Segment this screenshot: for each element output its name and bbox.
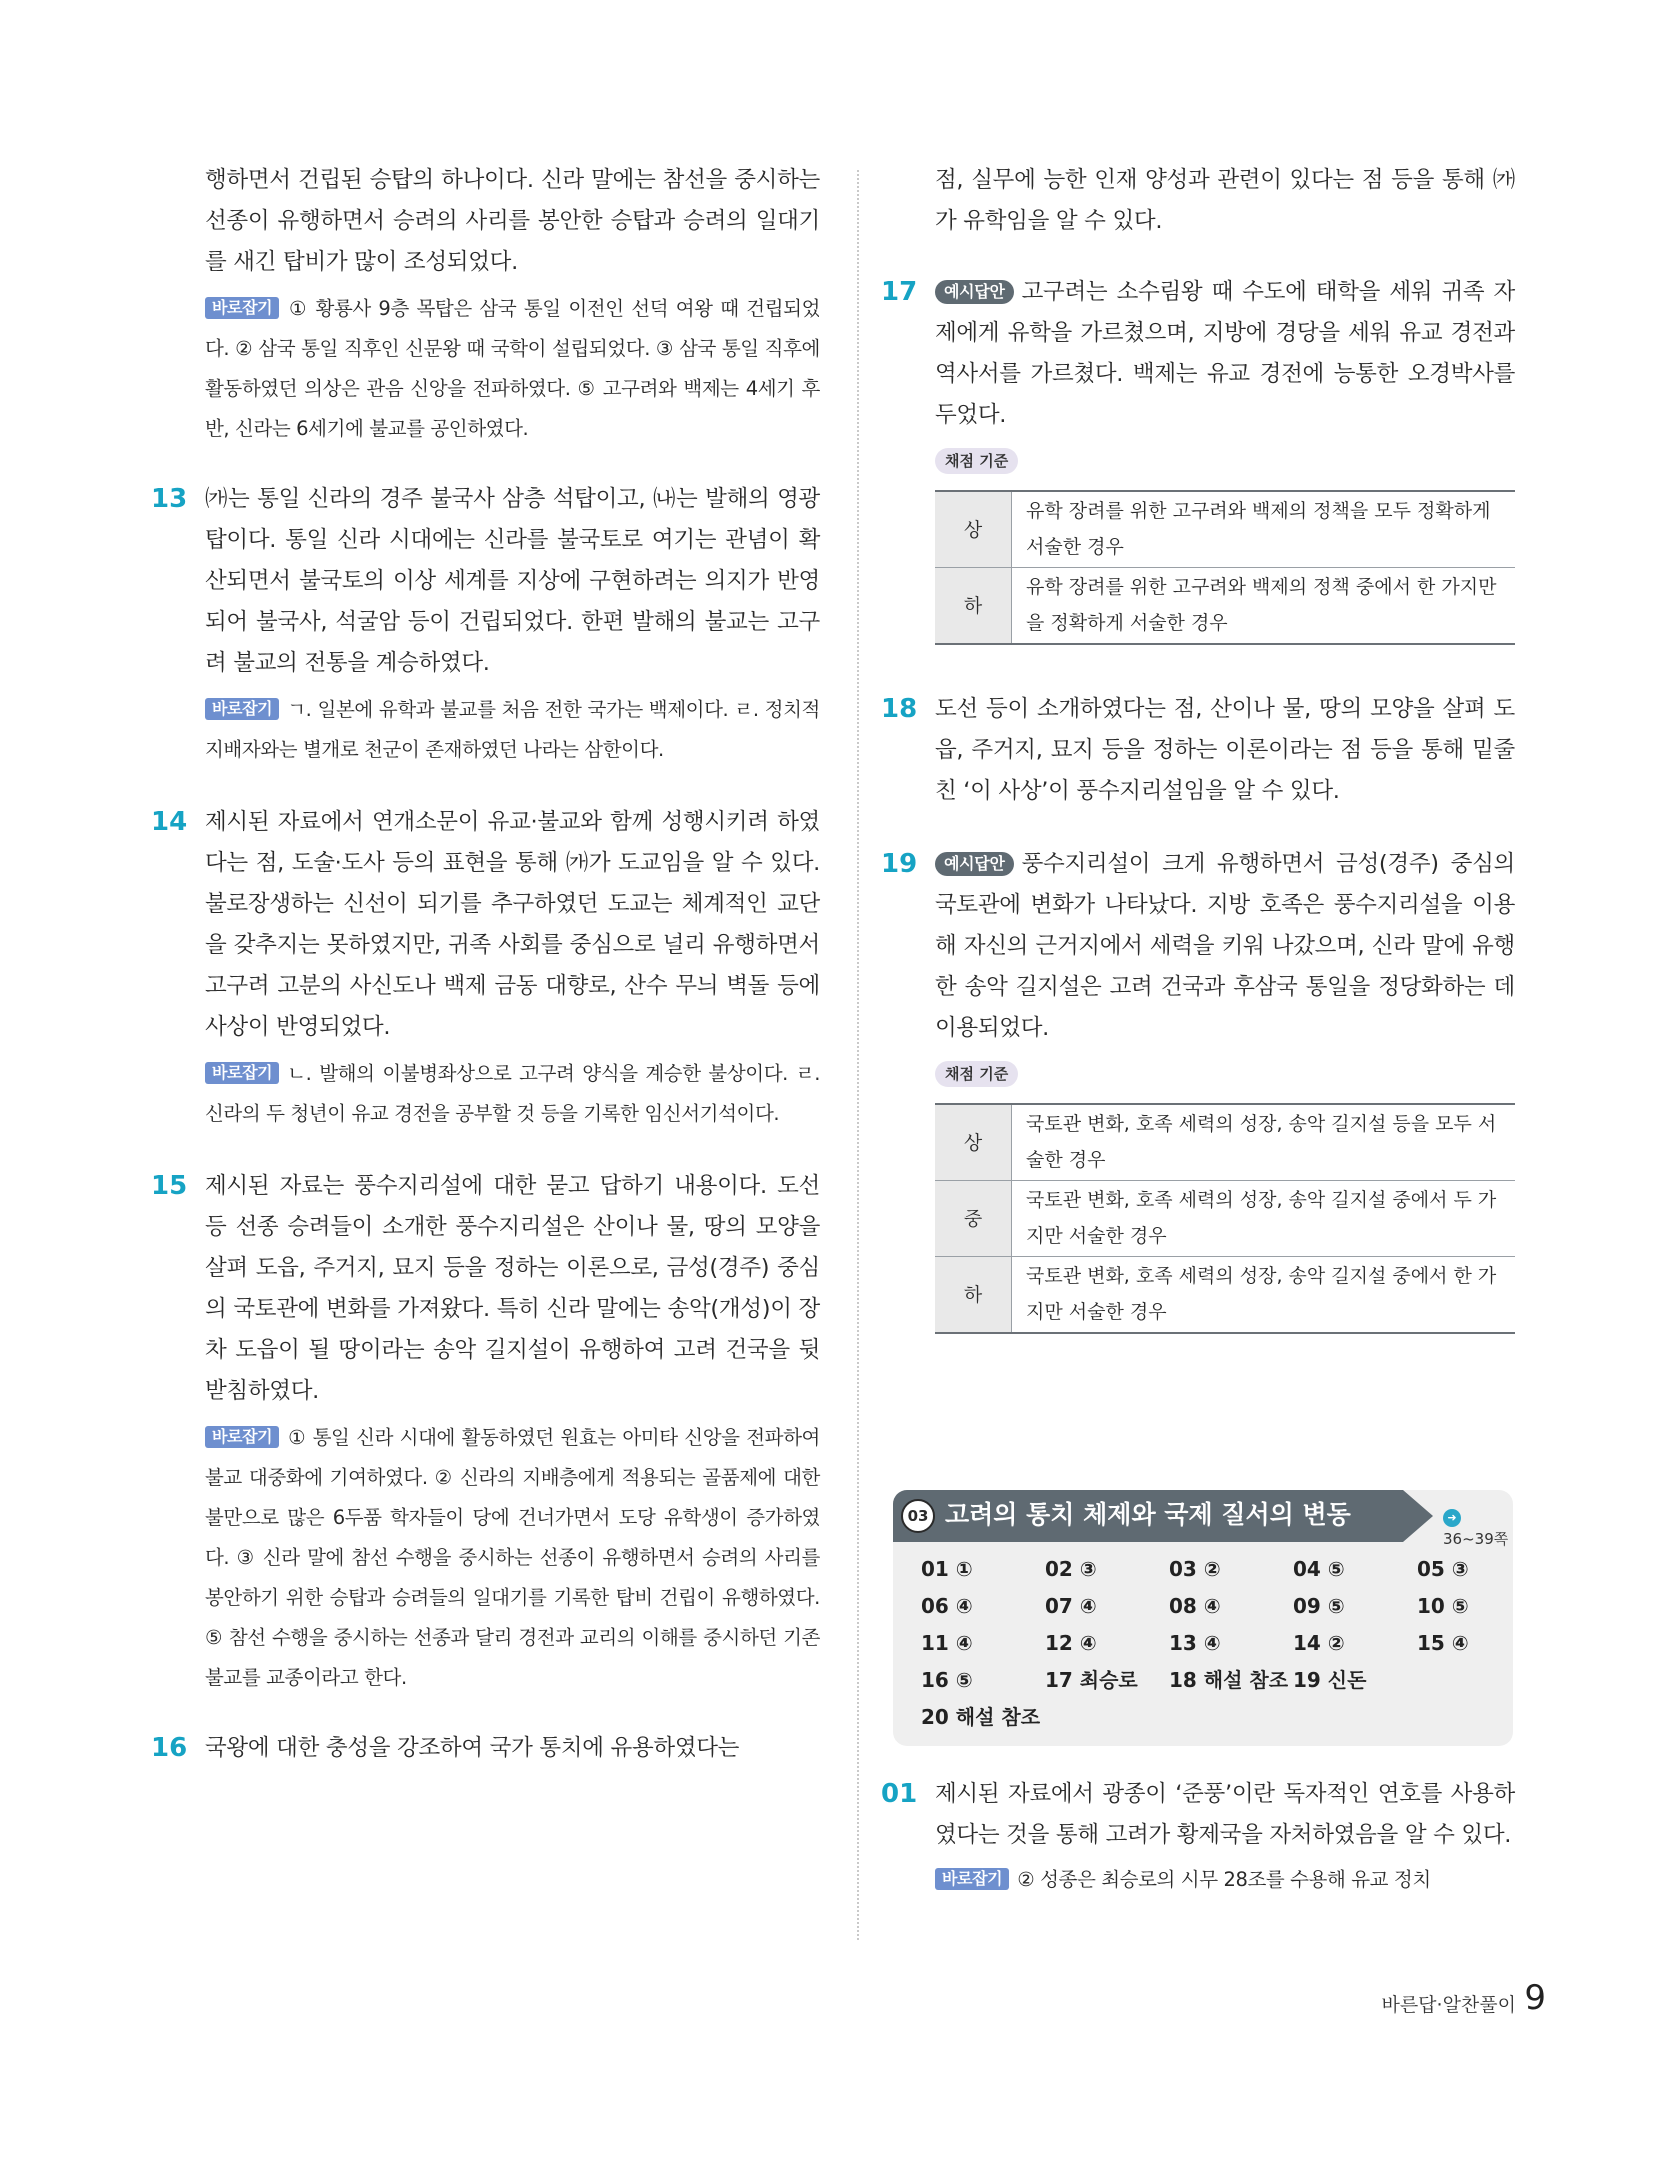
answer-entry: 08 ④	[1169, 1594, 1221, 1618]
item-01-wrap	[881, 1774, 1515, 1900]
answer-text: 고구려는 소수림왕 때 수도에 태학을 세워 귀족 자제에게 유학을 가르쳤으며, 지방에 경당을 세워 유교 경전과 역사서를 가르쳤다. 백제는 유교 경전에 능통한 오경박사를 두었다.	[935, 279, 1515, 428]
table-row	[935, 1257, 1515, 1334]
right-column	[881, 160, 1515, 1334]
section-pages: 36~39쪽	[1443, 1530, 1509, 1548]
desc-cell: 유학 장려를 위한 고구려와 백제의 정책을 모두 정확하게 서술한 경우	[1012, 491, 1516, 568]
answer-entry: 10 ⑤	[1417, 1594, 1469, 1618]
item-number: 19	[881, 849, 918, 879]
item-number: 15	[151, 1171, 188, 1201]
arrow-icon: ➜	[1443, 1509, 1461, 1527]
level-cell: 중	[935, 1181, 1012, 1257]
desc-cell: 국토관 변화, 호족 세력의 성장, 송악 길지설 중에서 한 가지만 서술한 경우	[1012, 1257, 1516, 1334]
answer-entry: 18 해설 참조	[1169, 1668, 1289, 1692]
criteria-table	[935, 490, 1515, 645]
answer-tag: 예시답안	[935, 280, 1014, 304]
level-cell: 상	[935, 491, 1012, 568]
fix-text: ① 황룡사 9층 목탑은 삼국 통일 이전인 선덕 여왕 때 건립되었다. ② 삼국 통일 직후인 신문왕 때 국학이 설립되었다. ③ 삼국 통일 직후에 활동하였던 의상은 관음 신앙을 전파하였다. ⑤ 고구려와 백제는 4세기 후반, 신라는 6세기에 불교를 공인하였다.	[205, 297, 820, 440]
criteria-table	[935, 1103, 1515, 1334]
item-01	[881, 1774, 1515, 1900]
left-intro-text: 행하면서 건립된 승탑의 하나이다. 신라 말에는 참선을 중시하는 선종이 유행하면서 승려의 사리를 봉안한 승탑과 승려의 일대기를 새긴 탑비가 많이 조성되었다.	[205, 167, 820, 275]
answer-entry: 19 신돈	[1293, 1668, 1367, 1692]
table-row	[935, 491, 1515, 568]
answer-entry: 20 해설 참조	[921, 1705, 1041, 1729]
answer-entry: 16 ⑤	[921, 1668, 973, 1692]
desc-cell: 유학 장려를 위한 고구려와 백제의 정책 중에서 한 가지만을 정확하게 서술한 경우	[1012, 568, 1516, 645]
answer-tag: 예시답안	[935, 852, 1014, 876]
item-fix	[205, 690, 820, 770]
answer-entry: 03 ②	[1169, 1557, 1221, 1581]
section-03-answer-box	[893, 1490, 1513, 1746]
section-page-ref	[1443, 1502, 1513, 1551]
criteria-tag: 채점 기준	[935, 1061, 1018, 1087]
item-19	[881, 844, 1515, 1334]
fix-text: ① 통일 신라 시대에 활동하였던 원효는 아미타 신앙을 전파하여 불교 대중화에 기여하였다. ② 신라의 지배층에게 적용되는 골품제에 대한 불만으로 많은 6두품 학자들이 당에 건너가면서 도당 유학생이 증가하였다. ③ 신라 말에 참선 수행을 중시하는 선종이 유행하면서 승려의 사리를 봉안하기 위한 승탑과 승려들의 일대기를 기록한 탑비 건립이 유행하였다. ⑤ 참선 수행을 중시하는 선종과 달리 경전과 교리의 이해를 중시하던 기존 불교를 교종이라고 한다.	[205, 1426, 820, 1689]
fix-tag: 바로잡기	[205, 1062, 279, 1084]
answer-entry: 14 ②	[1293, 1631, 1345, 1655]
item-number: 17	[881, 277, 918, 307]
criteria-tag: 채점 기준	[935, 448, 1018, 474]
level-cell: 상	[935, 1104, 1012, 1181]
item-text: 제시된 자료는 풍수지리설에 대한 묻고 답하기 내용이다. 도선 등 선종 승려들이 소개한 풍수지리설은 산이나 물, 땅의 모양을 살펴 도읍, 주거지, 묘지 등을 정하는 이론으로, 금성(경주) 중심의 국토관에 변화를 가져왔다. 특히 신라 말에는 송악(개성)이 장차 도읍이 될 땅이라는 송악 길지설이 유행하여 고려 건국을 뒷받침하였다.	[205, 1173, 820, 1404]
answer-entry: 04 ⑤	[1293, 1557, 1345, 1581]
level-cell: 하	[935, 568, 1012, 645]
item-number: 16	[151, 1733, 188, 1763]
item-number: 14	[151, 807, 188, 837]
footer-label: 바른답·알찬풀이	[1381, 1994, 1516, 2016]
item-14	[151, 802, 820, 1134]
item-17	[881, 272, 1515, 645]
item-text: 제시된 자료에서 광종이 ‘준풍’이란 독자적인 연호를 사용하였다는 것을 통해 고려가 황제국을 자처하였음을 알 수 있다.	[935, 1781, 1515, 1848]
section-title: 고려의 통치 체제와 국제 질서의 변동	[945, 1500, 1351, 1529]
fix-text: ㄱ. 일본에 유학과 불교를 처음 전한 국가는 백제이다. ㄹ. 정치적 지배자와는 별개로 천군이 존재하였던 나라는 삼한이다.	[205, 698, 820, 761]
column-divider	[857, 170, 859, 1940]
table-row	[935, 568, 1515, 645]
item-text	[935, 272, 1515, 436]
answer-entry: 07 ④	[1045, 1594, 1097, 1618]
item-number: 18	[881, 694, 918, 724]
item-text: 국왕에 대한 충성을 강조하여 국가 통치에 유용하였다는	[205, 1735, 740, 1761]
fix-tag: 바로잡기	[935, 1868, 1009, 1890]
fix-tag: 바로잡기	[205, 297, 279, 319]
answer-entry: 06 ④	[921, 1594, 973, 1618]
answer-entry: 09 ⑤	[1293, 1594, 1345, 1618]
left-intro-fix	[205, 289, 820, 449]
left-column	[151, 160, 820, 1769]
answer-entry: 11 ④	[921, 1631, 973, 1655]
item-16	[151, 1728, 820, 1769]
table-row	[935, 1104, 1515, 1181]
right-intro-text: 점, 실무에 능한 인재 양성과 관련이 있다는 점 등을 통해 ㈎가 유학임을 알 수 있다.	[935, 167, 1515, 234]
item-text: 도선 등이 소개하였다는 점, 산이나 물, 땅의 모양을 살펴 도읍, 주거지, 묘지 등을 정하는 이론이라는 점 등을 통해 밑줄 친 ‘이 사상’이 풍수지리설임을 알 수 있다.	[935, 696, 1515, 804]
fix-text: ② 성종은 최승로의 시무 28조를 수용해 유교 정치	[1017, 1868, 1431, 1891]
answer-entry: 15 ④	[1417, 1631, 1469, 1655]
answer-text: 풍수지리설이 크게 유행하면서 금성(경주) 중심의 국토관에 변화가 나타났다. 지방 호족은 풍수지리설을 이용해 자신의 근거지에서 세력을 키워 나갔으며, 신라 말에 유행한 송악 길지설은 고려 건국과 후삼국 통일을 정당화하는 데 이용되었다.	[935, 851, 1515, 1041]
answer-entry: 02 ③	[1045, 1557, 1097, 1581]
level-cell: 하	[935, 1257, 1012, 1334]
section-header	[893, 1490, 1403, 1542]
item-13	[151, 479, 820, 770]
item-fix	[205, 1418, 820, 1698]
item-text: ㈎는 통일 신라의 경주 불국사 삼층 석탑이고, ㈏는 발해의 영광탑이다. 통일 신라 시대에는 신라를 불국토로 여기는 관념이 확산되면서 불국토의 이상 세계를 지상에 구현하려는 의지가 반영되어 불국사, 석굴암 등이 건립되었다. 한편 발해의 불교는 고구려 불교의 전통을 계승하였다.	[205, 486, 820, 676]
page-number: 9	[1524, 1978, 1546, 2018]
answer-entry: 12 ④	[1045, 1631, 1097, 1655]
desc-cell: 국토관 변화, 호족 세력의 성장, 송악 길지설 중에서 두 가지만 서술한 경우	[1012, 1181, 1516, 1257]
desc-cell: 국토관 변화, 호족 세력의 성장, 송악 길지설 등을 모두 서술한 경우	[1012, 1104, 1516, 1181]
table-row	[935, 1181, 1515, 1257]
item-text: 제시된 자료에서 연개소문이 유교·불교와 함께 성행시키려 하였다는 점, 도술·도사 등의 표현을 통해 ㈎가 도교임을 알 수 있다. 불로장생하는 신선이 되기를 추구하였던 도교는 체계적인 교단을 갖추지는 못하였지만, 귀족 사회를 중심으로 널리 유행하면서 고구려 고분의 사신도나 백제 금동 대향로, 산수 무늬 벽돌 등에 사상이 반영되었다.	[205, 809, 820, 1040]
fix-text: ㄴ. 발해의 이불병좌상으로 고구려 양식을 계승한 불상이다. ㄹ. 신라의 두 청년이 유교 경전을 공부할 것 등을 기록한 임신서기석이다.	[205, 1062, 820, 1125]
answer-entry: 17 최승로	[1045, 1668, 1138, 1692]
section-badge: 03	[901, 1499, 935, 1533]
fix-tag: 바로잡기	[205, 698, 279, 720]
item-18	[881, 689, 1515, 812]
answer-entry: 05 ③	[1417, 1557, 1469, 1581]
item-text	[935, 844, 1515, 1049]
item-number: 13	[151, 484, 188, 514]
item-fix	[205, 1054, 820, 1134]
item-15	[151, 1166, 820, 1698]
answer-entry: 13 ④	[1169, 1631, 1221, 1655]
fix-tag: 바로잡기	[205, 1426, 279, 1448]
item-number: 01	[881, 1779, 918, 1809]
item-fix	[935, 1860, 1515, 1900]
answer-entry: 01 ①	[921, 1557, 973, 1581]
